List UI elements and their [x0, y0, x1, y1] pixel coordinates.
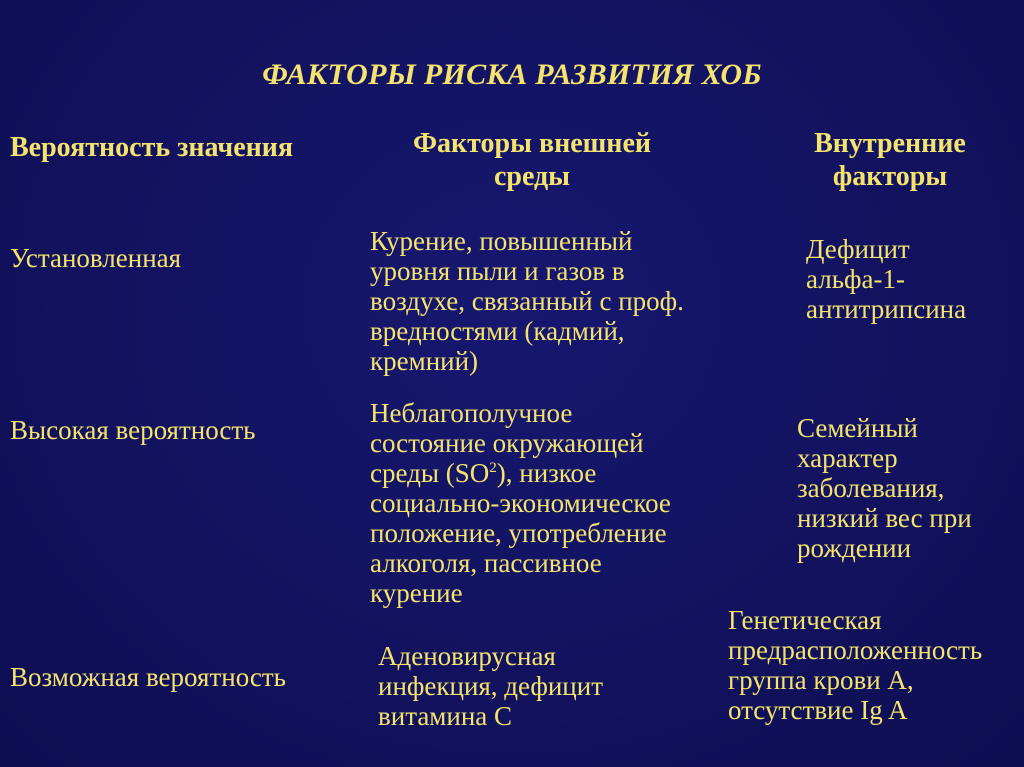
row-high-external-text-after: ), низкое социально-экономическое положение, употребление алкоголя, пассивное курение: [370, 458, 671, 608]
row-high-internal: Семейный характер заболевания, низкий вес при рождении: [797, 413, 972, 563]
header-internal-factors: Внутренние факторы: [814, 128, 966, 192]
header-probability: Вероятность значения: [10, 132, 294, 163]
row-established-internal: Дефицит альфа-1- антитрипсина: [806, 234, 967, 324]
row-high-probability: Высокая вероятность: [10, 415, 256, 445]
row-established-external: Курение, повышенный уровня пыли и газов в воздухе, связанный с проф. вредностями (кадмий, кремний): [370, 226, 684, 376]
row-possible-external: Аденовирусная инфекция, дефицит витамина С: [378, 641, 604, 731]
row-high-external: [370, 398, 760, 608]
row-possible-probability: Возможная вероятность: [10, 662, 286, 692]
header-external-factors: Факторы внешней среды: [412, 128, 651, 192]
slide-title: ФАКТОРЫ РИСКА РАЗВИТИЯ ХОБ: [262, 58, 762, 91]
row-established-probability: Установленная: [10, 243, 182, 273]
row-high-external-text-before: Неблагополучное состояние окружающей среды (SO: [370, 398, 644, 488]
row-possible-internal: Генетическая предрасположенность группа крови А, отсутствие Ig A: [728, 605, 983, 725]
row-high-external-superscript: 2: [489, 460, 497, 476]
